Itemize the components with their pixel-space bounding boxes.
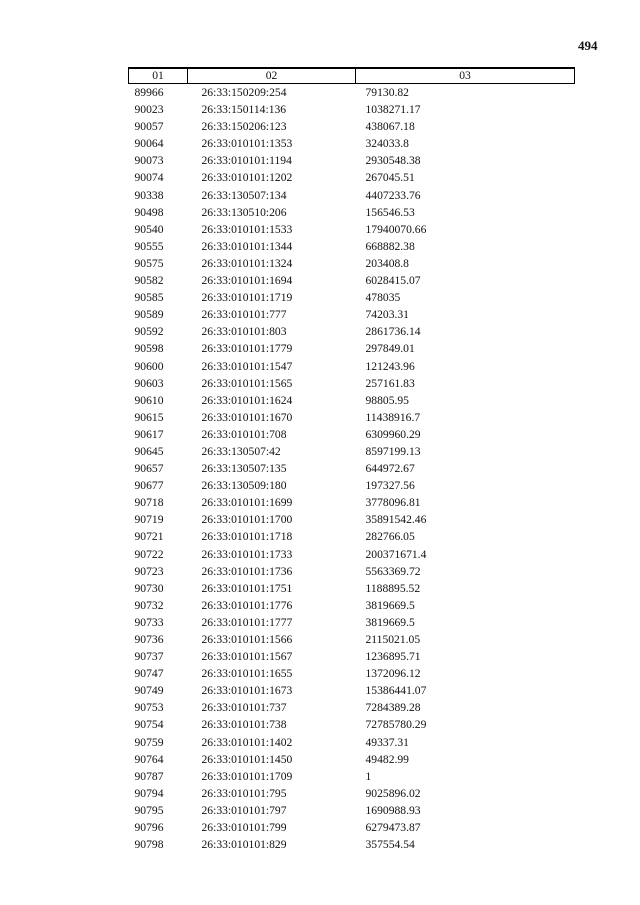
- cell-code: 90598: [134, 342, 164, 356]
- cell-code: 90589: [134, 308, 164, 322]
- cell-cadastral-number: 26:33:010101:1353: [201, 137, 293, 151]
- cell-cadastral-number: 26:33:010101:795: [201, 786, 287, 800]
- table-row: [129, 358, 575, 375]
- table-row: [129, 631, 575, 648]
- cell-amount: 98805.95: [365, 393, 409, 407]
- cell-amount: 1236895.71: [365, 650, 421, 664]
- table-row: [129, 597, 575, 614]
- table-row: [129, 785, 575, 802]
- cell-code: 90730: [134, 581, 164, 595]
- cell-code: 90795: [134, 803, 164, 817]
- cell-amount: 5563369.72: [365, 564, 421, 578]
- table-row: [129, 768, 575, 785]
- cell-code: 89966: [134, 86, 164, 99]
- cell-amount: 74203.31: [365, 308, 409, 322]
- table-row: [129, 289, 575, 306]
- cell-cadastral-number: 26:33:010101:1736: [201, 564, 293, 578]
- cell-cadastral-number: 26:33:010101:1699: [201, 496, 293, 510]
- cell-amount: 478035: [365, 291, 401, 305]
- cell-code: 90064: [134, 137, 164, 151]
- cell-amount: 156546.53: [365, 205, 415, 219]
- table-body: [129, 84, 575, 854]
- cell-code: 90787: [134, 769, 164, 783]
- cell-code: 90645: [134, 444, 164, 458]
- table-row: [129, 528, 575, 545]
- cell-cadastral-number: 26:33:010101:803: [201, 325, 287, 339]
- cell-code: 90603: [134, 376, 164, 390]
- table-row: [129, 802, 575, 819]
- cell-code: 90585: [134, 291, 164, 305]
- table-row: [129, 306, 575, 323]
- cell-cadastral-number: 26:33:010101:1547: [201, 359, 293, 373]
- cell-cadastral-number: 26:33:150206:123: [201, 120, 287, 134]
- cell-cadastral-number: 26:33:010101:1670: [201, 410, 293, 424]
- cell-code: 90498: [134, 205, 164, 219]
- cell-cadastral-number: 26:33:010101:1673: [201, 684, 293, 698]
- cell-code: 90722: [134, 547, 164, 561]
- cell-code: 90736: [134, 633, 164, 646]
- cell-amount: 8597199.13: [365, 444, 421, 458]
- cell-cadastral-number: 26:33:010101:1624: [201, 393, 293, 407]
- cell-code: 90677: [134, 479, 164, 493]
- cell-cadastral-number: 26:33:010101:777: [201, 308, 287, 322]
- column-header-03: 03: [356, 68, 575, 84]
- table-row: [129, 340, 575, 357]
- table-row: [129, 648, 575, 665]
- table-row: [129, 272, 575, 289]
- cell-amount: 9025896.02: [365, 786, 421, 800]
- table-row: [129, 255, 575, 272]
- table-row: [129, 682, 575, 699]
- cell-amount: 11438916.7: [365, 410, 421, 424]
- cell-amount: 35891542.46: [365, 513, 427, 527]
- cell-code: 90798: [134, 838, 164, 852]
- cell-amount: 49482.99: [365, 752, 409, 766]
- cell-cadastral-number: 26:33:010101:1450: [201, 752, 293, 766]
- cell-amount: 1: [365, 769, 372, 783]
- cell-code: 90721: [134, 530, 164, 544]
- cell-code: 90074: [134, 171, 164, 185]
- cell-cadastral-number: 26:33:010101:1733: [201, 547, 293, 561]
- cell-code: 90657: [134, 462, 164, 476]
- cell-code: 90719: [134, 513, 164, 527]
- cell-amount: 79130.82: [365, 86, 409, 99]
- table-row: [129, 665, 575, 682]
- table-row: [129, 392, 575, 409]
- cell-code: 90737: [134, 650, 164, 664]
- cell-amount: 15386441.07: [365, 684, 427, 698]
- cell-amount: 267045.51: [365, 171, 415, 185]
- cell-cadastral-number: 26:33:150209:254: [201, 86, 287, 99]
- cell-code: 90747: [134, 667, 164, 681]
- table-row: [129, 323, 575, 340]
- cell-amount: 6309960.29: [365, 427, 421, 441]
- cell-code: 90718: [134, 496, 164, 510]
- cell-amount: 2115021.05: [365, 633, 421, 646]
- cell-cadastral-number: 26:33:010101:1402: [201, 735, 293, 749]
- table-row: [129, 546, 575, 563]
- cell-code: 90575: [134, 256, 164, 270]
- table-row: [129, 494, 575, 511]
- cell-cadastral-number: 26:33:010101:1533: [201, 222, 293, 236]
- cell-cadastral-number: 26:33:010101:1776: [201, 598, 293, 612]
- table-row: [129, 716, 575, 733]
- table-row: [129, 84, 575, 102]
- cell-code: 90592: [134, 325, 164, 339]
- cell-cadastral-number: 26:33:010101:1777: [201, 615, 293, 629]
- cell-code: 90582: [134, 274, 164, 288]
- table-header: [129, 68, 575, 84]
- cell-code: 90796: [134, 821, 164, 835]
- table-row: [129, 751, 575, 768]
- cell-amount: 1038271.17: [365, 103, 421, 117]
- cell-cadastral-number: 26:33:130507:135: [201, 462, 287, 476]
- cell-amount: 2930548.38: [365, 154, 421, 168]
- cell-cadastral-number: 26:33:010101:1567: [201, 650, 293, 664]
- cell-code: 90073: [134, 154, 164, 168]
- cell-amount: 17940070.66: [365, 222, 427, 236]
- cell-amount: 438067.18: [365, 120, 415, 134]
- cell-amount: 4407233.76: [365, 188, 421, 202]
- table-row: [129, 699, 575, 716]
- cell-cadastral-number: 26:33:010101:737: [201, 701, 287, 715]
- page-number: 494: [578, 38, 598, 53]
- cell-amount: 203408.8: [365, 256, 409, 270]
- cell-amount: 297849.01: [365, 342, 415, 356]
- cell-cadastral-number: 26:33:010101:799: [201, 821, 287, 835]
- cell-cadastral-number: 26:33:010101:1565: [201, 376, 293, 390]
- cell-code: 90023: [134, 103, 164, 117]
- table-row: [129, 135, 575, 152]
- table-row: [129, 375, 575, 392]
- cell-cadastral-number: 26:33:010101:1194: [201, 154, 292, 168]
- cell-cadastral-number: 26:33:130510:206: [201, 205, 287, 219]
- table-row: [129, 409, 575, 426]
- cell-cadastral-number: 26:33:130509:180: [201, 479, 287, 493]
- table-row: [129, 443, 575, 460]
- table-row: [129, 614, 575, 631]
- cell-cadastral-number: 26:33:010101:1700: [201, 513, 293, 527]
- header-row: [129, 68, 575, 84]
- cell-amount: 3819669.5: [365, 615, 415, 629]
- cell-code: 90753: [134, 701, 164, 715]
- cell-code: 90338: [134, 188, 164, 202]
- cell-amount: 257161.83: [365, 376, 415, 390]
- table-row: [129, 511, 575, 528]
- cell-amount: 200371671.4: [365, 547, 427, 561]
- cell-amount: 324033.8: [365, 137, 409, 151]
- table-row: [129, 460, 575, 477]
- cell-code: 90754: [134, 718, 164, 732]
- cell-amount: 644972.67: [365, 462, 415, 476]
- cell-code: 90749: [134, 684, 164, 698]
- table-row: [129, 187, 575, 204]
- data-table: [128, 67, 575, 853]
- cell-amount: 3778096.81: [365, 496, 421, 510]
- cell-amount: 6028415.07: [365, 274, 421, 288]
- cell-cadastral-number: 26:33:010101:1324: [201, 256, 293, 270]
- cell-cadastral-number: 26:33:010101:1655: [201, 667, 293, 681]
- cell-cadastral-number: 26:33:010101:1344: [201, 239, 293, 253]
- cell-cadastral-number: 26:33:010101:738: [201, 718, 287, 732]
- table-row: [129, 221, 575, 238]
- cell-cadastral-number: 26:33:010101:1566: [201, 633, 293, 646]
- cell-cadastral-number: 26:33:010101:1719: [201, 291, 293, 305]
- cell-code: 90794: [134, 786, 164, 800]
- table-row: [129, 734, 575, 751]
- table-row: [129, 477, 575, 494]
- cell-amount: 1188895.52: [365, 581, 421, 595]
- cell-code: 90057: [134, 120, 164, 134]
- cell-code: 90600: [134, 359, 164, 373]
- cell-cadastral-number: 26:33:010101:797: [201, 803, 287, 817]
- cell-cadastral-number: 26:33:130507:134: [201, 188, 287, 202]
- table-row: [129, 118, 575, 135]
- column-header-02: 02: [188, 68, 356, 84]
- cell-amount: 72785780.29: [365, 718, 427, 732]
- cell-code: 90759: [134, 735, 164, 749]
- cell-cadastral-number: 26:33:010101:1202: [201, 171, 293, 185]
- cell-cadastral-number: 26:33:010101:1718: [201, 530, 293, 544]
- column-header-01: 01: [129, 68, 188, 84]
- cell-code: 90732: [134, 598, 164, 612]
- table-row: [129, 101, 575, 118]
- cell-amount: 121243.96: [365, 359, 415, 373]
- cell-code: 90764: [134, 752, 164, 766]
- cell-cadastral-number: 26:33:010101:708: [201, 427, 287, 441]
- table-row: [129, 819, 575, 836]
- table-row: [129, 152, 575, 169]
- cell-cadastral-number: 26:33:010101:1694: [201, 274, 293, 288]
- cell-cadastral-number: 26:33:010101:829: [201, 838, 287, 852]
- cell-code: 90610: [134, 393, 164, 407]
- table-row: [129, 169, 575, 186]
- cell-amount: 282766.05: [365, 530, 415, 544]
- cell-cadastral-number: 26:33:130507:42: [201, 444, 281, 458]
- table-row: [129, 563, 575, 580]
- cell-amount: 2861736.14: [365, 325, 421, 339]
- cell-amount: 357554.54: [365, 838, 415, 852]
- table-row: [129, 580, 575, 597]
- cell-code: 90723: [134, 564, 164, 578]
- cell-code: 90540: [134, 222, 164, 236]
- cell-amount: 49337.31: [365, 735, 409, 749]
- cell-code: 90617: [134, 427, 164, 441]
- cell-amount: 6279473.87: [365, 821, 421, 835]
- cell-cadastral-number: 26:33:010101:1779: [201, 342, 293, 356]
- cell-cadastral-number: 26:33:010101:1709: [201, 769, 293, 783]
- cell-amount: 7284389.28: [365, 701, 421, 715]
- cell-code: 90555: [134, 239, 164, 253]
- table-row: [129, 426, 575, 443]
- cell-amount: 1690988.93: [365, 803, 421, 817]
- table-row: [129, 238, 575, 255]
- cell-cadastral-number: 26:33:150114:136: [201, 103, 287, 117]
- cell-cadastral-number: 26:33:010101:1751: [201, 581, 293, 595]
- cell-amount: 668882.38: [365, 239, 415, 253]
- cell-amount: 197327.56: [365, 479, 415, 493]
- table-row: [129, 836, 575, 853]
- cell-amount: 3819669.5: [365, 598, 415, 612]
- table-row: [129, 204, 575, 221]
- cell-code: 90733: [134, 615, 164, 629]
- cell-amount: 1372096.12: [365, 667, 421, 681]
- cell-code: 90615: [134, 410, 164, 424]
